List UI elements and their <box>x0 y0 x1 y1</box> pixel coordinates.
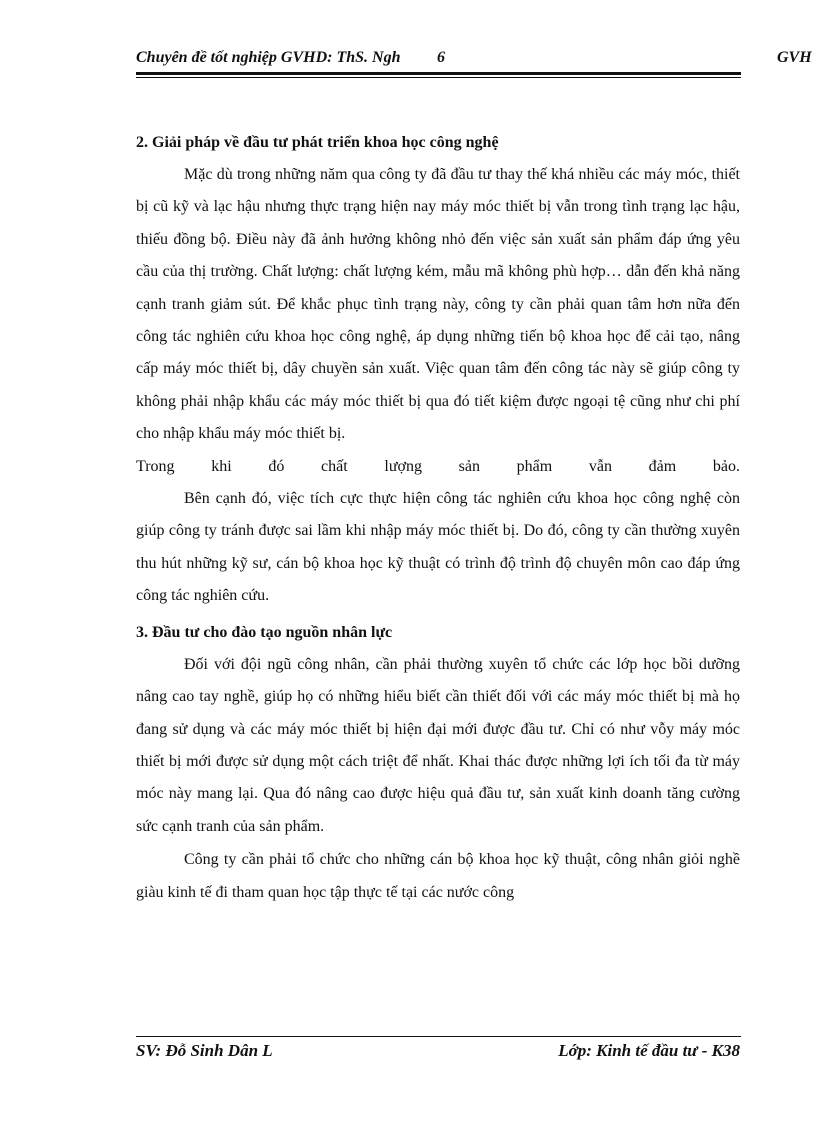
page-number: 6 <box>437 49 445 66</box>
paragraph: Mặc dù trong những năm qua công ty đã đầu tư thay thế khá nhiều các máy móc, thiết bị cũ kỹ và lạc hậu nhưng thực trạng hiện nay máy móc thiết bị vẫn trong tình trạng lạc hậu, thiếu đồng bộ. Điều này đã ảnh hưởng không nhỏ đến việc sản xuất sản phẩm đáp ứng yêu cầu của thị trường. Chất lượng: chất lượng kém, mẫu mã không phù hợp… dẫn đến khả năng cạnh tranh giảm sút. Để khắc phục tình trạng này, công ty cần phải quan tâm hơn nữa đến công tác nghiên cứu khoa học công nghệ, áp dụng những tiến bộ khoa học để cải tạo, nâng cấp máy móc thiết bị, dây chuyền sản xuất. Việc quan tâm đến công tác này sẽ giúp công ty không phải nhập khẩu các máy móc thiết bị qua đó tiết kiệm được ngoại tệ cũng như chi phí cho nhập khẩu máy móc thiết bị. <box>136 166 740 443</box>
section-heading-3: 3. Đầu tư cho đào tạo nguồn nhân lực <box>136 623 393 641</box>
footer-class: Lớp: Kinh tế đầu tư - K38 <box>558 1041 740 1060</box>
header-rule-thick <box>136 72 741 75</box>
header-title-cutoff: GVH <box>777 49 812 66</box>
footer-rule <box>136 1036 741 1037</box>
paragraph: Công ty cần phải tổ chức cho những cán bộ khoa học kỹ thuật, công nhân giỏi nghề giàu kinh tế đi tham quan học tập thực tế tại các nước công <box>136 851 740 901</box>
header-title: Chuyên đề tốt nghiệp GVHD: ThS. Ngh <box>136 49 401 66</box>
paragraph: Bên cạnh đó, việc tích cực thực hiện công tác nghiên cứu khoa học công nghệ còn giúp công ty tránh được sai lầm khi nhập máy móc thiết bị. Do đó, công ty cần thường xuyên thu hút những kỹ sư, cán bộ khoa học kỹ thuật có trình độ trình độ chuyên môn cao đáp ứng công tác nghiên cứu. <box>136 490 740 605</box>
header-rule-thin <box>136 77 741 78</box>
section-heading-2: 2. Giải pháp về đầu tư phát triển khoa học công nghệ <box>136 134 499 151</box>
paragraph: Đối với đội ngũ công nhân, cần phải thường xuyên tổ chức các lớp học bồi dưỡng nâng cao tay nghề, giúp họ có những hiểu biết cần thiết đối với các máy móc thiết bị mà họ đang sử dụng và các máy móc thiết bị hiện đại mới được đầu tư. Chỉ có như vỗy máy móc thiết bị mới được sử dụng một cách triệt để nhất. Khai thác được những lợi ích tối đa từ máy móc này mang lại. Qua đó nâng cao được hiệu quả đầu tư, sản xuất kinh doanh tăng cường sức cạnh tranh của sản phẩm. <box>136 655 740 835</box>
paragraph-continuation: Trong khi đó chất lượng sản phẩm vẫn đảm bảo. <box>136 457 740 475</box>
footer-student: SV: Đỗ Sinh Dân L <box>136 1041 273 1060</box>
page-body <box>136 127 740 909</box>
